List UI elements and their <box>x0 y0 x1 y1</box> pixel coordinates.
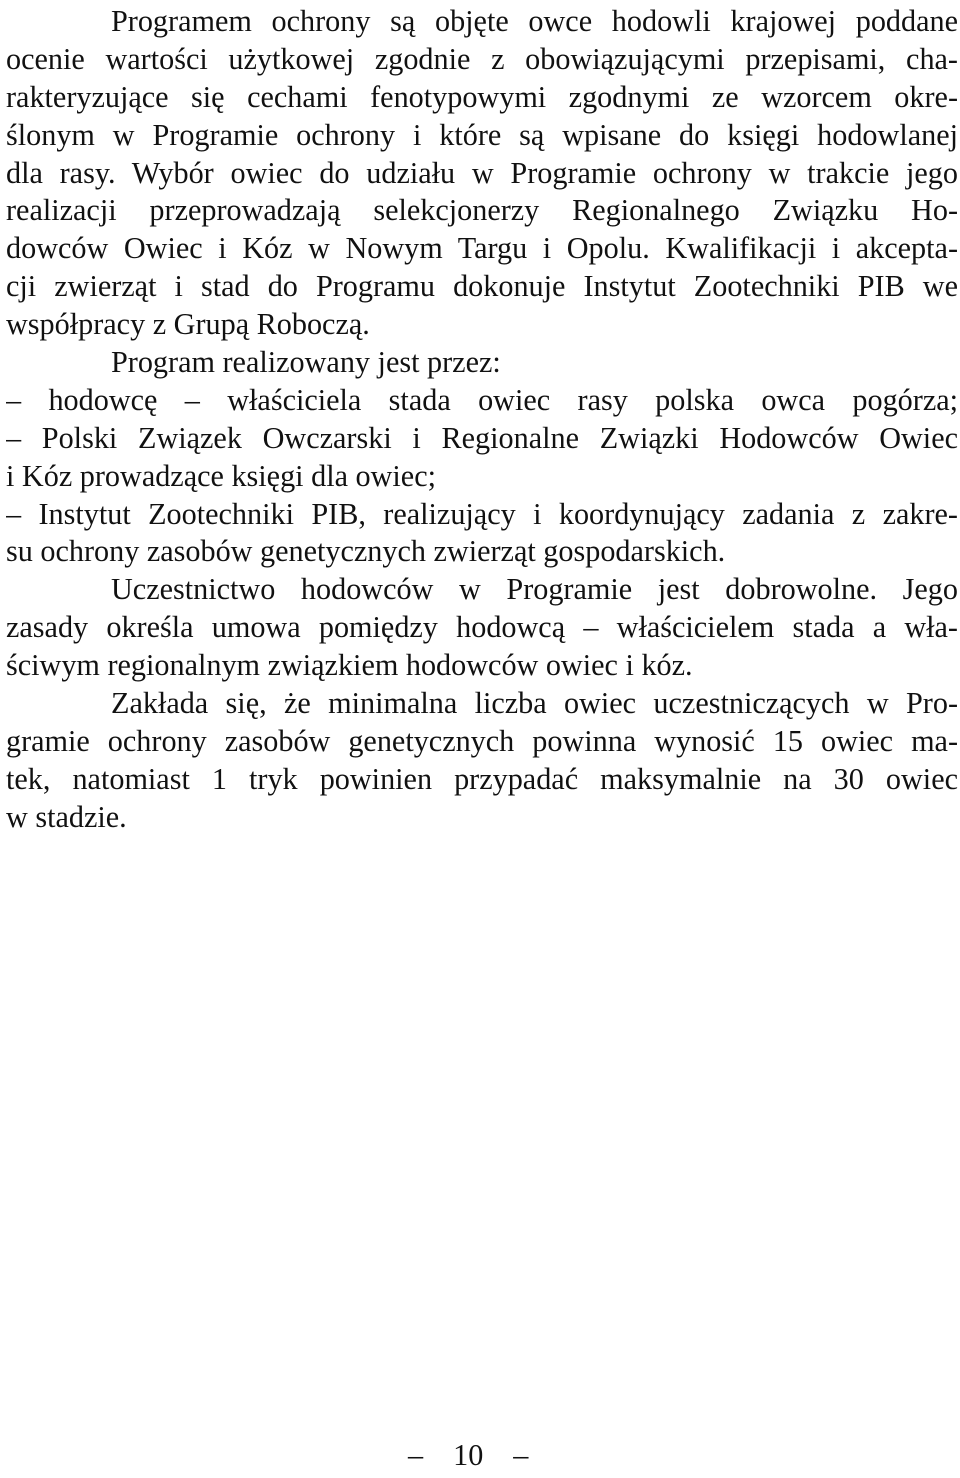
list-item: – hodowcę – właściciela stada owiec rasy polska owca pogórza; <box>6 382 958 417</box>
page-number-left-dash: – <box>408 1438 424 1472</box>
paragraph-1-line: cji zwierząt i stad do Programu dokonuje Instytut Zootechniki PIB we <box>6 269 958 304</box>
list-item: – Polski Związek Owczarski i Regionalne Związki Hodowców Owiec <box>6 420 958 455</box>
document-body <box>6 3 958 837</box>
page-number-value: 10 <box>453 1438 484 1472</box>
paragraph-1-line: Programem ochrony są objęte owce hodowli krajowej poddane <box>111 4 958 38</box>
paragraph-1-line: współpracy z Grupą Roboczą. <box>6 307 370 342</box>
paragraph-4-line: gramie ochrony zasobów genetycznych powinna wynosić 15 owiec ma- <box>6 723 958 758</box>
document-page <box>6 0 958 1472</box>
paragraph-4-line: tek, natomiast 1 tryk powinien przypadać maksymalnie na 30 owiec <box>6 761 958 796</box>
list-intro: Program realizowany jest przez: <box>111 345 501 380</box>
paragraph-1-line: dla rasy. Wybór owiec do udziału w Programie ochrony w trakcie jego <box>6 155 958 190</box>
list-item-continuation: i Kóz prowadzące księgi dla owiec; <box>6 458 436 493</box>
paragraph-1-line: realizacji przeprowadzają selekcjonerzy Regionalnego Związku Ho- <box>6 193 958 228</box>
paragraph-1-line: dowców Owiec i Kóz w Nowym Targu i Opolu. Kwalifikacji i akcepta- <box>6 231 958 266</box>
list-item: – Instytut Zootechniki PIB, realizujący i koordynujący zadania z zakre- <box>6 496 958 531</box>
paragraph-1-line: rakteryzujące się cechami fenotypowymi zgodnymi ze wzorcem okre- <box>6 79 958 114</box>
page-number <box>408 1432 568 1478</box>
paragraph-3-line: Uczestnictwo hodowców w Programie jest dobrowolne. Jego <box>111 572 958 607</box>
paragraph-1-line: ocenie wartości użytkowej zgodnie z obowiązującymi przepisami, cha- <box>6 41 958 76</box>
page-number-right-dash: – <box>513 1438 529 1472</box>
list-item-continuation: su ochrony zasobów genetycznych zwierząt gospodarskich. <box>6 534 726 569</box>
paragraph-1-line: ślonym w Programie ochrony i które są wpisane do księgi hodowlanej <box>6 117 958 152</box>
paragraph-3-line: zasady określa umowa pomiędzy hodowcą – właścicielem stada a wła- <box>6 610 958 645</box>
paragraph-4-line: w stadzie. <box>6 799 127 834</box>
paragraph-3-line: ściwym regionalnym związkiem hodowców owiec i kóz. <box>6 648 693 683</box>
paragraph-4-line: Zakłada się, że minimalna liczba owiec uczestniczących w Pro- <box>111 686 958 721</box>
